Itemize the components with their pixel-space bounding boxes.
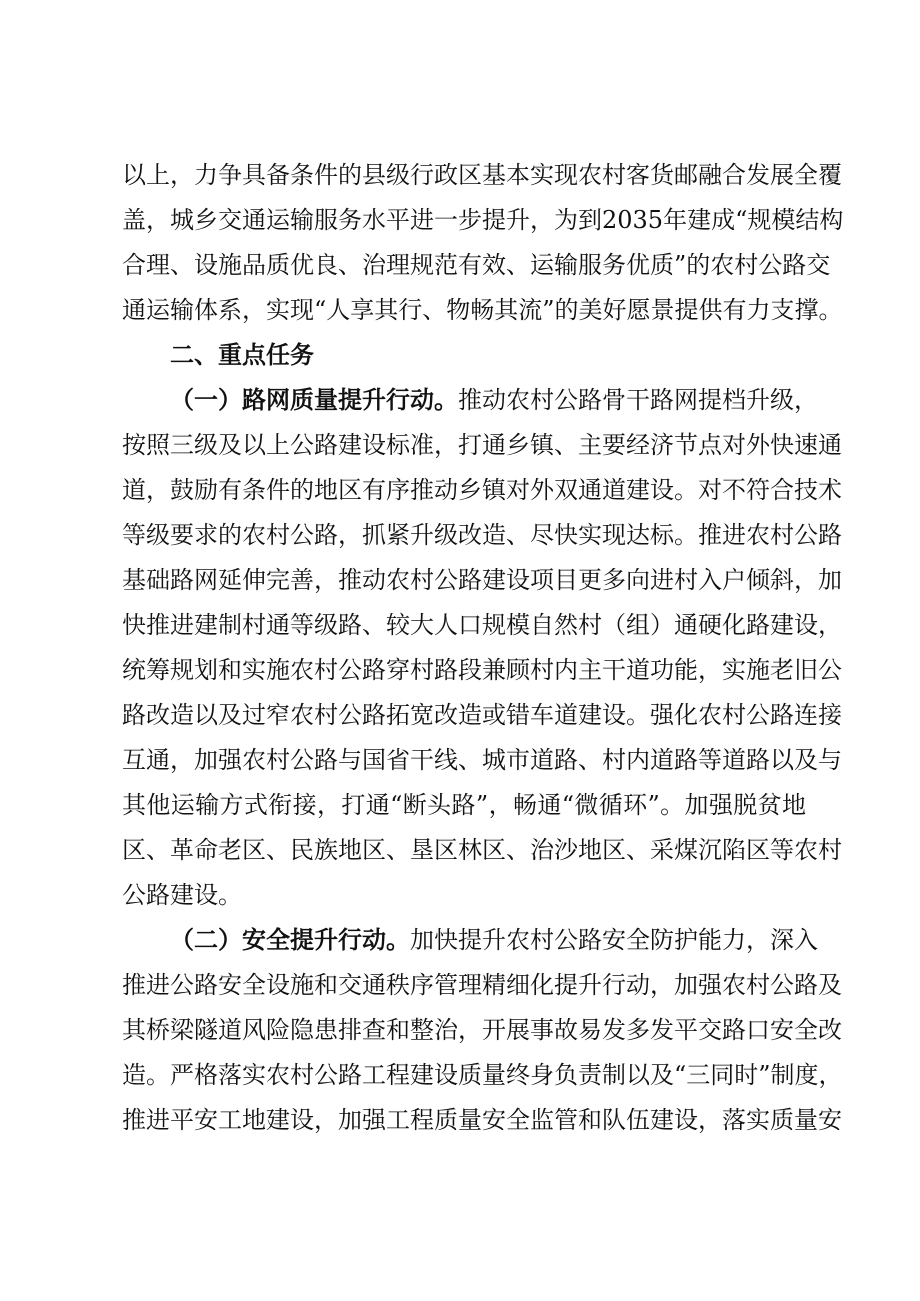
intro-line-3: 合理、设施品质优良、治理规范有效、运输服务优质”的农村公路交: [122, 251, 831, 279]
task2-title: （二）安全提升行动。: [170, 926, 410, 954]
task1-line-1: 按照三级及以上公路建设标准，打通乡镇、主要经济节点对外快速通: [122, 431, 842, 459]
task1-line-4: 基础路网延伸完善，推动农村公路建设项目更多向进村入户倾斜，加: [122, 566, 842, 594]
task2-line-2: 其桥梁隧道风险隐患排查和整治，开展事故易发多发平交路口安全改: [122, 1016, 842, 1044]
task1-line-8: 互通，加强农村公路与国省干线、城市道路、村内道路等道路以及与: [122, 746, 842, 774]
task1-line-3: 等级要求的农村公路，抓紧升级改造、尽快实现达标。推进农村公路: [122, 521, 842, 549]
intro-line-4: 通运输体系，实现“人享其行、物畅其流”的美好愿景提供有力支撑。: [122, 296, 843, 324]
task1-first-line-text: 推动农村公路骨干路网提档升级，: [458, 386, 818, 414]
task1-line-11: 公路建设。: [122, 881, 242, 909]
task2-line-1: 推进公路安全设施和交通秩序管理精细化提升行动，加强农村公路及: [122, 971, 842, 999]
intro-line-1: 以上，力争具备条件的县级行政区基本实现农村客货邮融合发展全覆: [122, 161, 842, 189]
task2-first-line: [170, 923, 818, 957]
task1-line-7: 路改造以及过窄农村公路拓宽改造或错车道建设。强化农村公路连接: [122, 701, 842, 729]
task1-first-line: [170, 383, 818, 417]
section-heading: 二、重点任务: [170, 341, 314, 369]
task2-first-line-text: 加快提升农村公路安全防护能力，深入: [410, 926, 818, 954]
task1-line-5: 快推进建制村通等级路、较大人口规模自然村（组）通硬化路建设，: [122, 611, 842, 639]
intro-line-2: 盖，城乡交通运输服务水平进一步提升，为到2035年建成“规模结构: [122, 206, 844, 234]
task1-line-9: 其他运输方式衔接，打通“断头路”，畅通“微循环”。加强脱贫地: [122, 791, 806, 819]
task1-line-10: 区、革命老区、民族地区、垦区林区、治沙地区、采煤沉陷区等农村: [122, 836, 842, 864]
task2-line-4: 推进平安工地建设，加强工程质量安全监管和队伍建设，落实质量安: [122, 1106, 842, 1134]
task1-line-6: 统筹规划和实施农村公路穿村路段兼顾村内主干道功能，实施老旧公: [122, 656, 842, 684]
task1-title: （一）路网质量提升行动。: [170, 386, 458, 414]
task1-line-2: 道，鼓励有条件的地区有序推动乡镇对外双通道建设。对不符合技术: [122, 476, 842, 504]
task2-line-3: 造。严格落实农村公路工程建设质量终身负责制以及“三同时”制度，: [122, 1061, 843, 1089]
